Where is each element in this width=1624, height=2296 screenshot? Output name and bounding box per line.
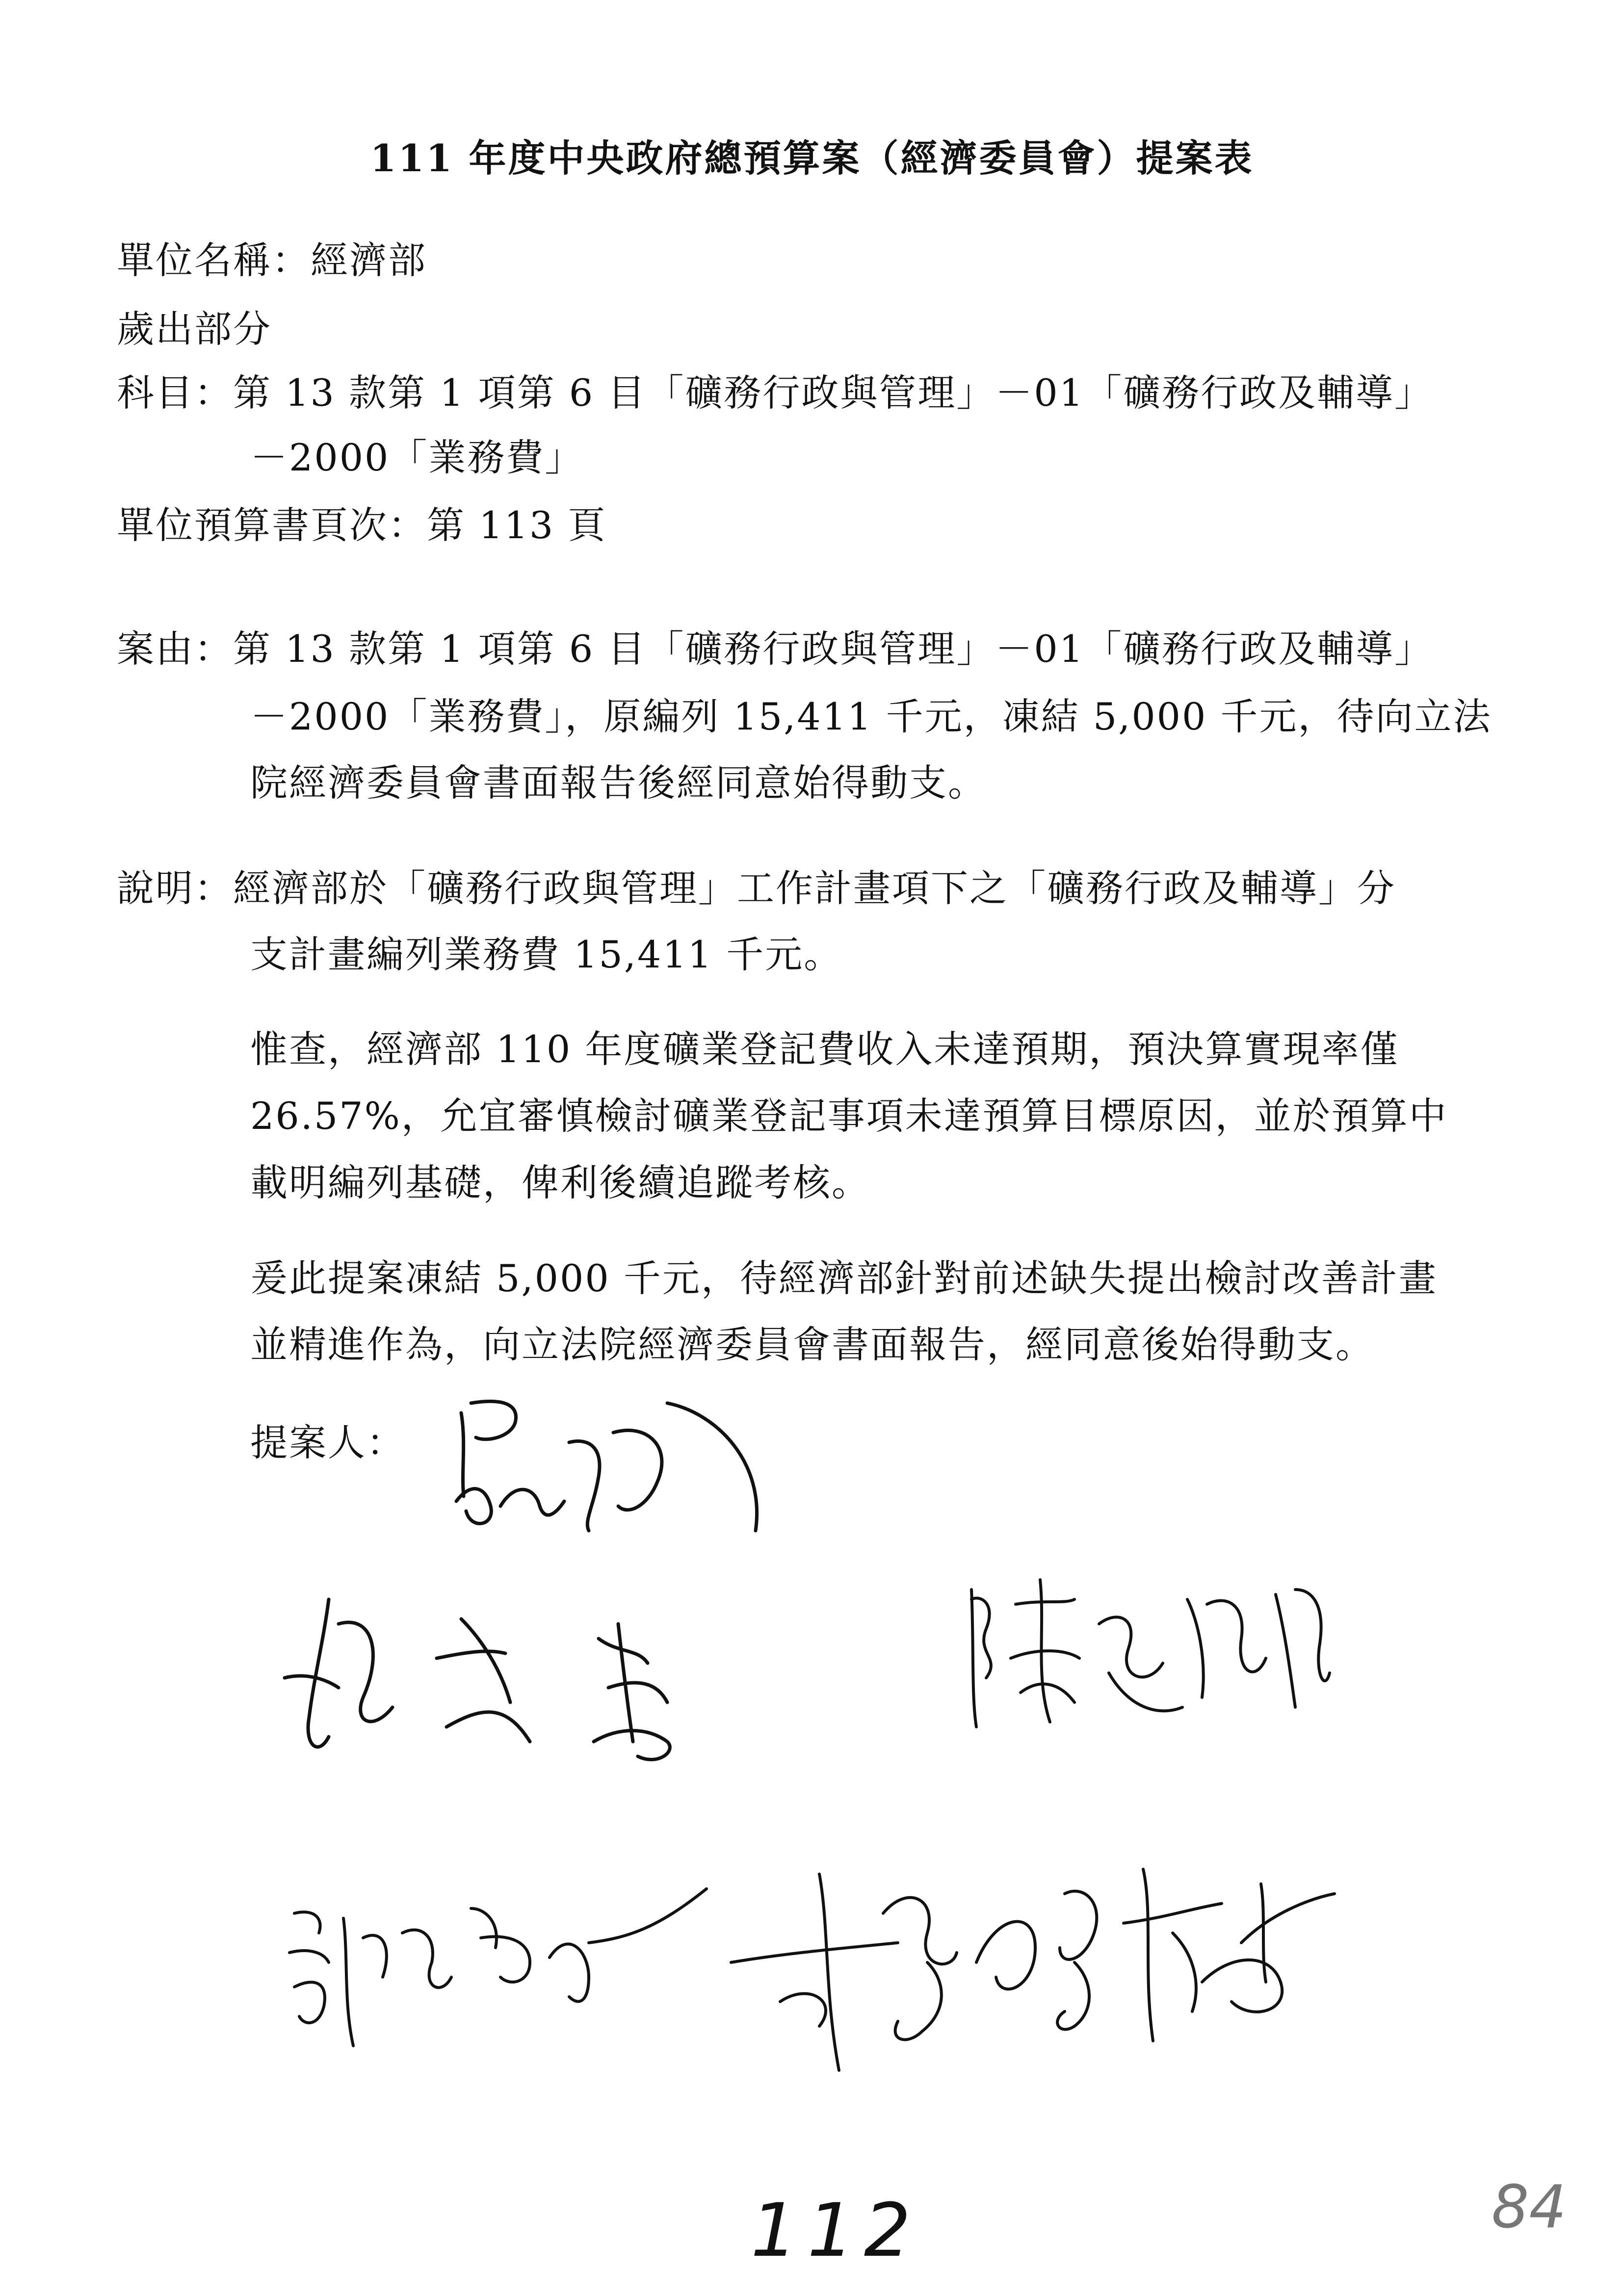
- unit-name-line: 單位名稱：經濟部: [117, 238, 427, 282]
- signature-3: [952, 1560, 1335, 1737]
- paragraph1-line-2: 26.57%，允宜審慎檢討礦業登記事項未達預算目標原因，並於預算中: [250, 1094, 1448, 1138]
- explanation-line-1: 說明：經濟部於「礦務行政與管理」工作計畫項下之「礦務行政及輔導」分: [117, 866, 1396, 910]
- case-line-1: 案由：第 13 款第 1 項第 6 目「礦務行政與管理」－01「礦務行政及輔導」: [117, 627, 1434, 671]
- signature-5: [721, 1854, 1339, 2080]
- case-line-3: 院經濟委員會書面報告後經同意始得動支。: [250, 761, 987, 805]
- paragraph1-line-1: 惟查，經濟部 110 年度礦業登記費收入未達預期，預決算實現率僅: [250, 1027, 1399, 1071]
- paragraph2-line-2: 並精進作為，向立法院經濟委員會書面報告，經同意後始得動支。: [250, 1323, 1374, 1366]
- subject-line-2: －2000「業務費」: [250, 436, 584, 479]
- signature-4: [275, 1879, 716, 2065]
- explanation-line-2: 支計畫編列業務費 15,411 千元。: [250, 933, 843, 976]
- budget-page-line: 單位預算書頁次：第 113 頁: [117, 503, 607, 547]
- page-number: 112: [751, 2188, 921, 2273]
- secondary-page-number: 84: [1492, 2173, 1567, 2242]
- document-title: 111 年度中央政府總預算案（經濟委員會）提案表: [370, 136, 1254, 180]
- subject-line-1: 科目：第 13 款第 1 項第 6 目「礦務行政與管理」－01「礦務行政及輔導」: [117, 371, 1434, 415]
- proposer-label: 提案人：: [250, 1421, 405, 1464]
- expenditure-line: 歲出部分: [117, 307, 272, 351]
- signature-2: [275, 1580, 716, 1776]
- signature-1: [442, 1383, 795, 1550]
- paragraph2-line-1: 爰此提案凍結 5,000 千元，待經濟部針對前述缺失提出檢討改善計畫: [250, 1256, 1438, 1300]
- case-line-2: －2000「業務費」，原編列 15,411 千元，凍結 5,000 千元，待向立法: [250, 695, 1492, 738]
- paragraph1-line-3: 載明編列基礎，俾利後續追蹤考核。: [250, 1161, 870, 1204]
